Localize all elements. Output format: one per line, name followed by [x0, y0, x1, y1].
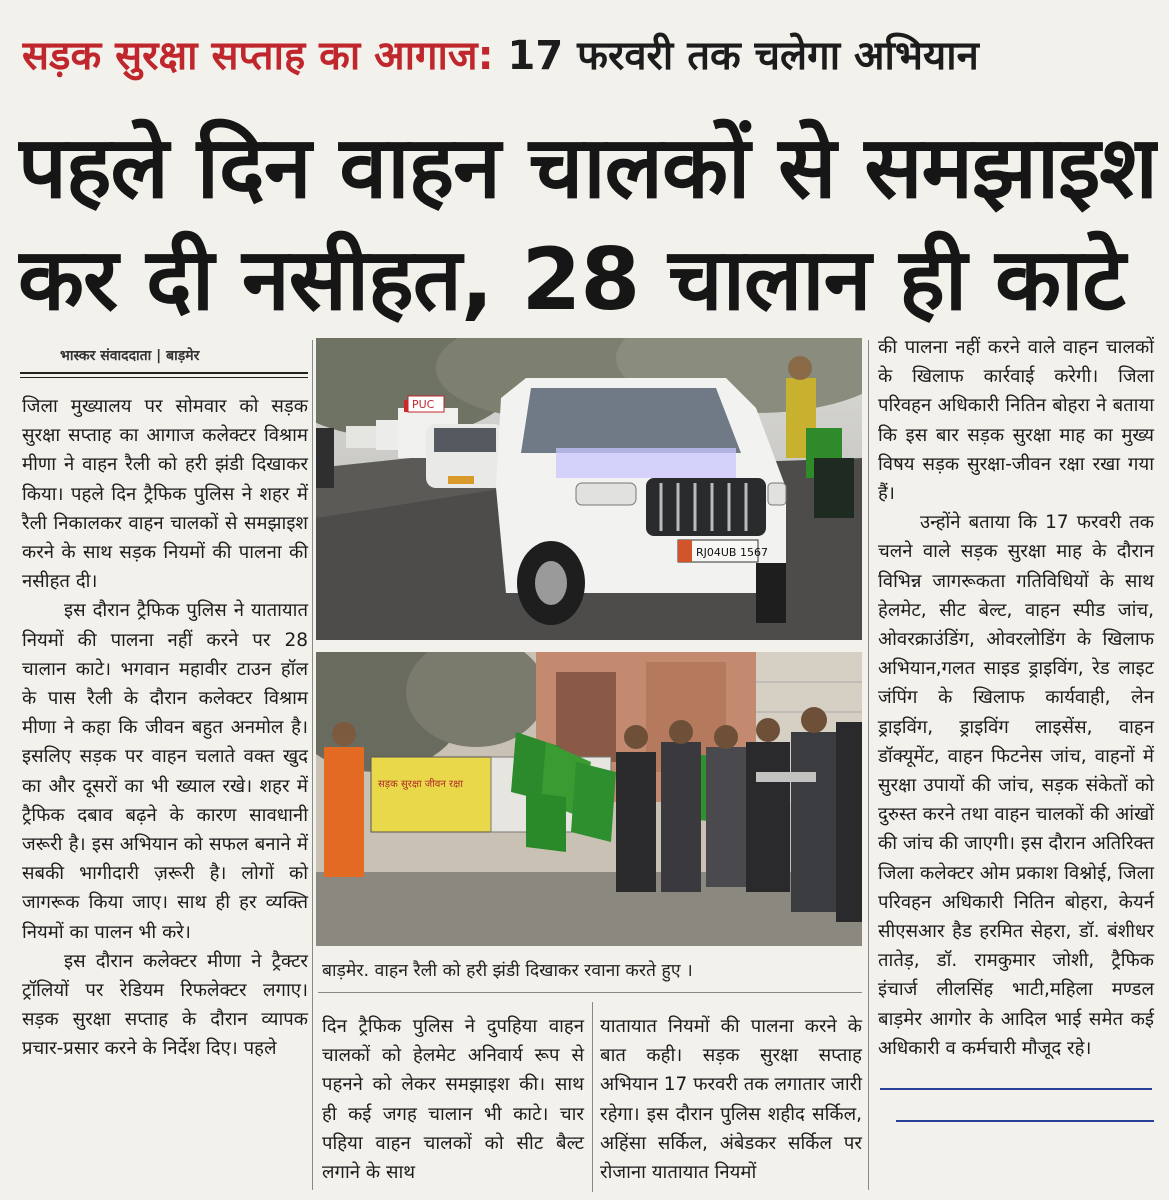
byline-rule-thin: [20, 377, 308, 378]
photo-caption: बाड़मेर. वाहन रैली को हरी झंडी दिखाकर रवाना करते हुए ।: [322, 961, 693, 981]
column-4: [878, 333, 1154, 1063]
column-3: [600, 1012, 862, 1187]
headline: [18, 112, 1158, 336]
kicker-black: 17 फरवरी तक चलेगा अभियान: [507, 33, 979, 79]
paragraph: की पालना नहीं करने वाले वाहन चालकों के खिलाफ कार्रवाई करेगी। जिला परिवहन अधिकारी नितिन बोहरा ने बताया कि इस बार सड़क सुरक्षा माह का मुख्य विषय सड़क सुरक्षा-जीवन रक्षा रखा गया हैं।: [878, 337, 1154, 505]
kicker-line: [22, 30, 1152, 82]
paragraph: यातायात नियमों की पालना करने के बात कही। सड़क सुरक्षा सप्ताह अभियान 17 फरवरी तक लगातार जारी रहेगा। इस दौरान पुलिस शहीद सर्किल, अहिंसा सर्किल, अंबेडकर सर्किल पर रोजाना यातायात नियमों: [600, 1016, 862, 1184]
headline-line-1: पहले दिन वाहन चालकों से समझाइश: [18, 118, 1157, 218]
paragraph: दिन ट्रैफिक पुलिस ने दुपहिया वाहन चालकों को हेलमेट अनिवार्य रूप से पहनने को लेकर समझाइश की। साथ ही कई जगह चालान भी काटे। चार पहिया वाहन चालकों को सीट बैल्ट लगाने के साथ: [322, 1016, 584, 1184]
byline-rule: [20, 372, 308, 374]
column-2: [322, 1012, 584, 1187]
paragraph: इस दौरान कलेक्टर मीणा ने ट्रैक्टर ट्रॉलियों पर रेडियम रिफलेक्टर लगाए। सड़क सुरक्षा सप्ताह के दौरान व्यापक प्रचार-प्रसार करने के निर्देश दिए। पहले: [22, 950, 308, 1060]
paragraph: इस दौरान ट्रैफिक पुलिस ने यातायात नियमों की पालना नहीं करने पर 28 चालान काटे। भगवान महावीर टाउन हॉल के पास रैली के दौरान कलेक्टर विश्राम मीणा ने कहा कि जीवन बहुत अनमोल है। इसलिए सड़क पर वाहन चलाते वक्त खुद का और दूसरों का भी ख्याल रखे। शहर में ट्रैफिक दबाव बढ़ने के कारण सावधानी जरूरी है। इस अभियान को सफल बनाने में सबकी भागीदारी ज़रूरी है। लोगों को जागरूक किया जाए। साथ ही हर व्यक्ति नियमों का पालन भी करे।: [22, 600, 308, 943]
byline: भास्कर संवाददाता | बाड़मेर: [60, 348, 200, 364]
column-divider: [592, 1002, 593, 1192]
banner-text: सड़क सुरक्षा जीवन रक्षा: [378, 779, 463, 790]
puc-sign: PUC: [412, 398, 435, 411]
column-divider: [868, 340, 869, 1190]
photo-flag-off: [316, 652, 862, 946]
paragraph: जिला मुख्यालय पर सोमवार को सड़क सुरक्षा सप्ताह का आगाज कलेक्टर विश्राम मीणा ने वाहन रैली को हरी झंडी दिखाकर किया। पहले दिन ट्रैफिक पुलिस ने शहर में रैली निकालकर वाहन चालकों से समझाइश करने के साथ सड़क नियमों की पालना की नसीहत दी।: [22, 396, 308, 593]
caption-rule: [318, 992, 862, 993]
headline-line-2: कर दी नसीहत, 28 चालान ही काटे: [18, 230, 1125, 330]
pen-underline: [896, 1120, 1154, 1122]
kicker-red: सड़क सुरक्षा सप्ताह का आगाज:: [22, 33, 494, 79]
photo-vehicle-rally: [316, 338, 862, 640]
column-1: [22, 392, 308, 1064]
column-divider: [312, 340, 313, 1190]
paragraph: उन्होंने बताया कि 17 फरवरी तक चलने वाले सड़क सुरक्षा माह के दौरान विभिन्न जागरूकता गतिविधियों के साथ हेलमेट, सीट बेल्ट, वाहन स्पीड जांच, ओवरक्राउंडिंग, ओवरलोडिंग के खिलाफ अभियान,गलत साइड ड्राइविंग, रेड लाइट जंपिंग के खिलाफ कार्यवाही, लेन ड्राइविंग, ड्राइविंग लाइसेंस, वाहन डॉक्यूमेंट, वाहन फिटनेस जांच, वाहनों में सुरक्षा उपायों की जांच, सड़क संकेतों को दुरुस्त करने तथा वाहन चालकों की आंखों की जांच की जाएगी। इस दौरान अतिरिक्त जिला कलेक्टर ओम प्रकाश विश्नोई, जिला परिवहन अधिकारी नितिन बोहरा, केयर्न सीएसआर हैड हरमित सेहरा, डॉ. बंशीधर तातेड़, डॉ. रामकुमार जोशी, ट्रैफिक इंचार्ज लीलसिंह भाटी,महिला मण्डल बाड़मेर आगोर के आदिल भाई समेत कई अधिकारी व कर्मचारी मौजूद रहे।: [878, 512, 1154, 1059]
flag-off-image: [316, 652, 862, 946]
number-plate: RJ04UB 1567: [696, 546, 768, 559]
pen-underline: [880, 1088, 1152, 1090]
vehicle-rally-image: [316, 338, 862, 640]
